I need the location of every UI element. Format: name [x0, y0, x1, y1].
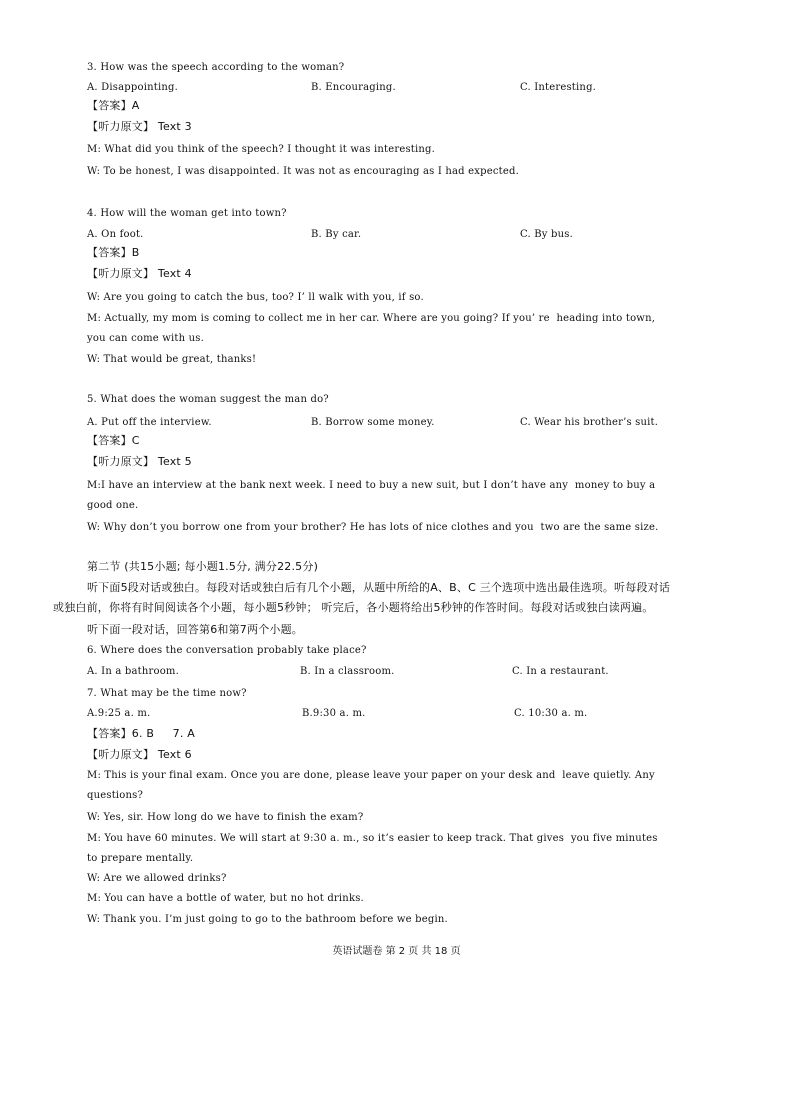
q3-option-c: C. Interesting. [520, 82, 597, 93]
q3-line-1: M: What did you think of the speech? I thought it was interesting. [87, 144, 436, 155]
q7-line-4: M: You have 60 minutes. We will start at 9:30 a. m., so it’s easier to keep track. That gives you five minutes [87, 833, 658, 844]
q3-line-2: W: To be honest, I was disappointed. It was not as encouraging as I had expected. [87, 166, 519, 177]
q5-line-2: good one. [87, 500, 139, 511]
q6-q7-script-label: 【听力原文】 Text 6 [87, 748, 192, 761]
q4-option-a: A. On foot. [87, 229, 144, 240]
section-2-instruction-3: 听下面一段对话，回答第6和第7两个小题。 [87, 623, 303, 636]
section-2-instruction-2: 或独白前，你将有时间阅读各个小题，每小题5秒钟； 听完后，各小题将给出5秒钟的作答时间。每段对话或独白读两遍。 [53, 601, 654, 614]
section-2-instruction-1: 听下面5段对话或独白。每段对话或独白后有几个小题，从题中所给的A、B、C 三个选项中选出最佳选项。听每段对话 [87, 581, 671, 594]
q4-option-c: C. By bus. [520, 229, 573, 240]
q4-line-3: you can come with us. [87, 333, 205, 344]
q7-line-7: M: You can have a bottle of water, but no hot drinks. [87, 893, 364, 904]
q7-line-1: M: This is your final exam. Once you are done, please leave your paper on your desk and leave quietly. Any [87, 770, 655, 781]
q7-option-b: B.9:30 a. m. [302, 708, 366, 719]
q5-option-b: B. Borrow some money. [311, 417, 435, 428]
q6-option-c: C. In a restaurant. [512, 666, 609, 677]
q4-option-b: B. By car. [311, 229, 362, 240]
question-3: 3. How was the speech according to the woman? [87, 62, 345, 73]
q6-option-a: A. In a bathroom. [87, 666, 179, 677]
q3-answer: 【答案】A [87, 99, 140, 112]
question-6: 6. Where does the conversation probably take place? [87, 645, 367, 656]
q7-option-a: A.9:25 a. m. [87, 708, 151, 719]
q4-line-2: M: Actually, my mom is coming to collect me in her car. Where are you going? If you’ re heading into town, [87, 313, 656, 324]
q5-line-3: W: Why don’t you borrow one from your brother? He has lots of nice clothes and you two are the same size. [87, 522, 659, 533]
question-7: 7. What may be the time now? [87, 688, 247, 699]
q5-option-c: C. Wear his brother’s suit. [520, 417, 659, 428]
q7-line-2: questions? [87, 790, 144, 801]
q3-option-a: A. Disappointing. [87, 82, 178, 93]
question-5: 5. What does the woman suggest the man do? [87, 394, 329, 405]
page-footer: 英语试题卷 第 2 页 共 18 页 [332, 946, 461, 957]
section-2-heading: 第二节 (共15小题; 每小题1.5分, 满分22.5分) [87, 560, 319, 573]
q7-line-3: W: Yes, sir. How long do we have to finish the exam? [87, 812, 364, 823]
q6-option-b: B. In a classroom. [300, 666, 395, 677]
q5-line-1: M:I have an interview at the bank next week. I need to buy a new suit, but I don’t have any money to buy a [87, 480, 656, 491]
q5-option-a: A. Put off the interview. [87, 417, 212, 428]
q7-option-c: C. 10:30 a. m. [514, 708, 588, 719]
q5-script-label: 【听力原文】 Text 5 [87, 455, 192, 468]
q7-line-6: W: Are we allowed drinks? [87, 873, 227, 884]
q4-script-label: 【听力原文】 Text 4 [87, 267, 192, 280]
q7-line-5: to prepare mentally. [87, 853, 194, 864]
q3-option-b: B. Encouraging. [311, 82, 396, 93]
q4-line-1: W: Are you going to catch the bus, too? I’ ll walk with you, if so. [87, 292, 424, 303]
q4-line-4: W: That would be great, thanks! [87, 354, 257, 365]
q3-script-label: 【听力原文】 Text 3 [87, 120, 192, 133]
question-4: 4. How will the woman get into town? [87, 208, 287, 219]
q4-answer: 【答案】B [87, 246, 140, 259]
q6-q7-answer: 【答案】6. B 7. A [87, 727, 195, 740]
q7-line-8: W: Thank you. I’m just going to go to the bathroom before we begin. [87, 914, 448, 925]
q5-answer: 【答案】C [87, 434, 140, 447]
